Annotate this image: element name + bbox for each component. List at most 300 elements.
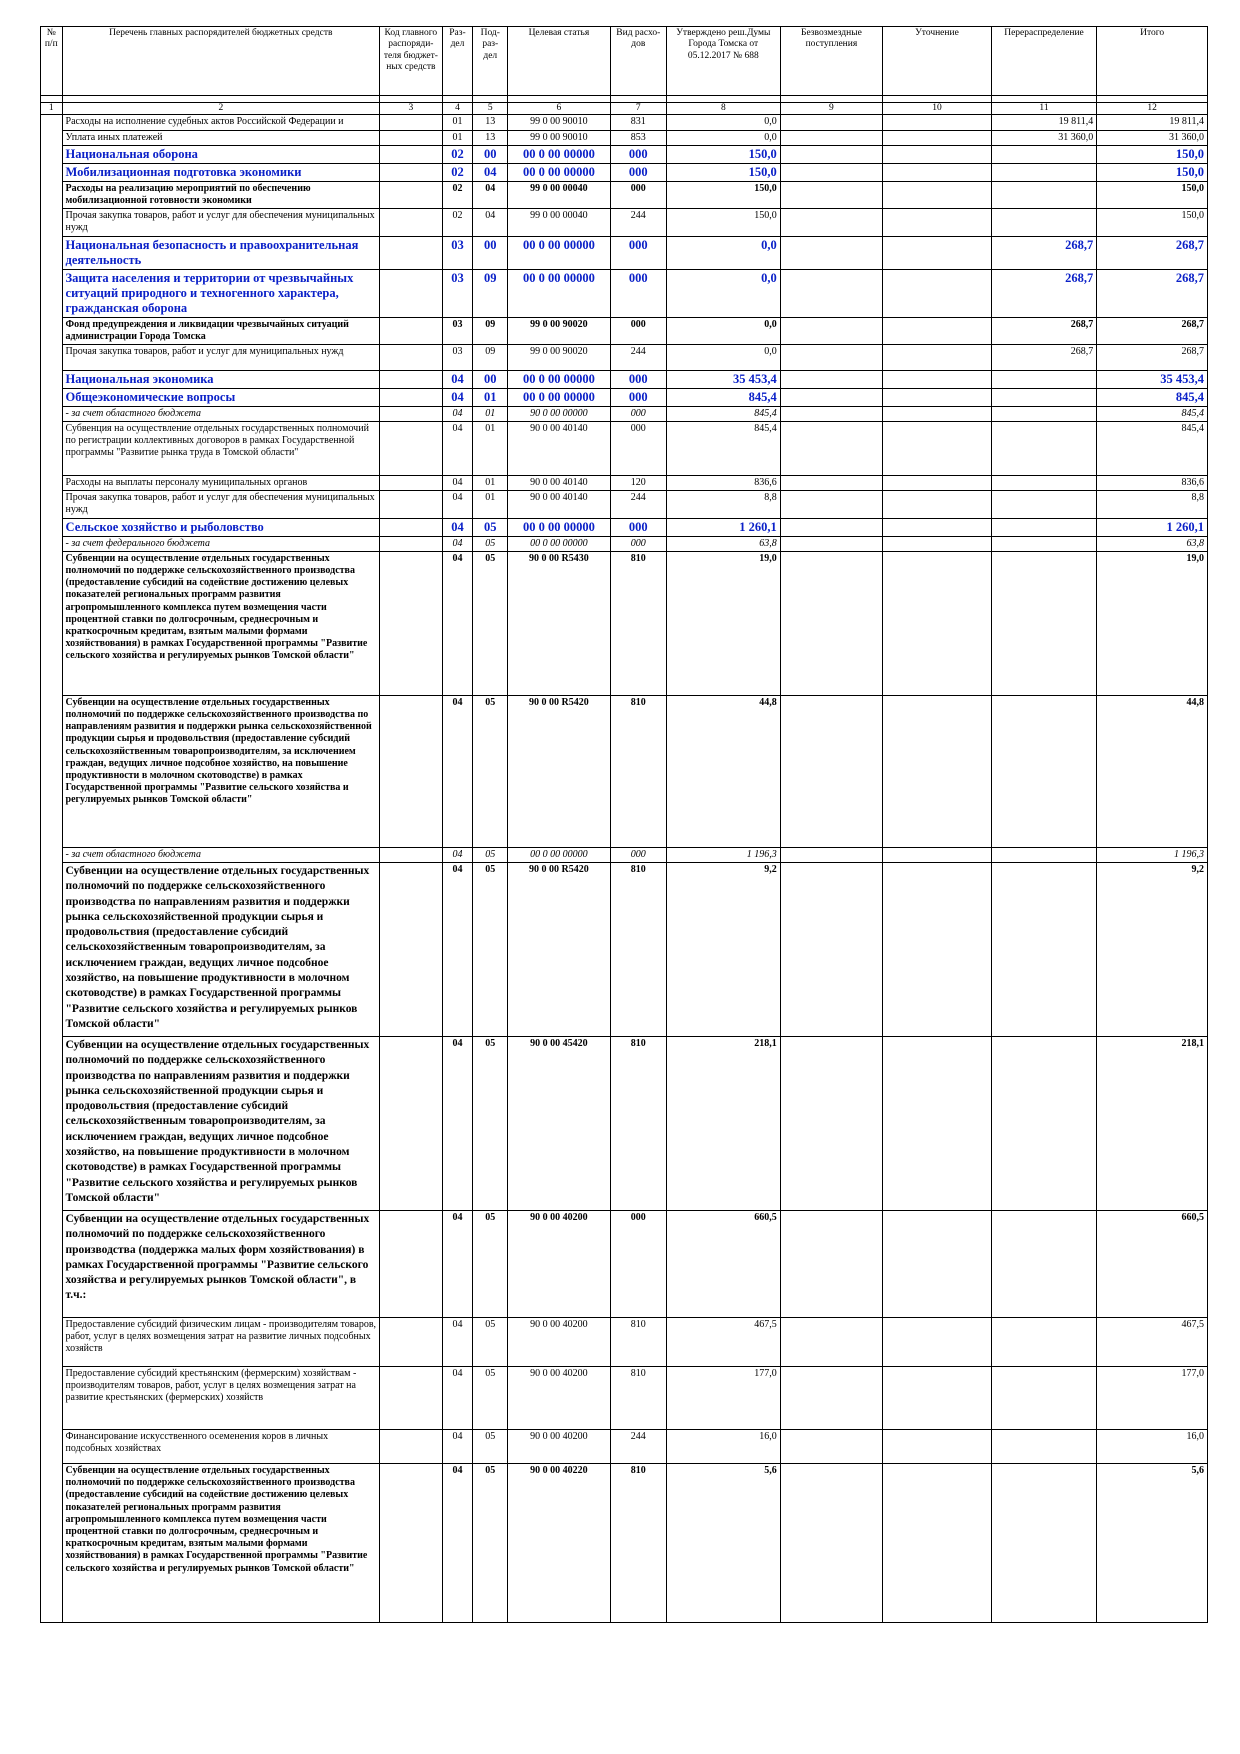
row-target-article: 90 0 00 40200 (508, 1430, 610, 1464)
row-podrazdel: 09 (473, 269, 508, 317)
row-target-article: 90 0 00 40200 (508, 1211, 610, 1318)
row-redistribution (991, 209, 1097, 236)
row-grants (780, 551, 882, 695)
row-grants (780, 536, 882, 551)
table-row (41, 145, 1208, 163)
row-code (380, 536, 442, 551)
table-row (41, 695, 1208, 847)
row-name: Субвенции на осуществление отдельных государственных полномочий по поддержке сельскохозяйственного производства по направлениям развития и поддержки рынка сельскохозяйственной продукции сырья и продовольствия (предоставление субсидий сельскохозяйственным товаропроизводителям, за исключением граждан, ведущих личное подсобное хозяйство, на повышение продуктивности в молочном скотоводстве) в рамках Государственной программы "Развитие сельского хозяйства и регулируемых рынков Томской области" (62, 863, 380, 1037)
row-redistribution (991, 695, 1097, 847)
row-code (380, 163, 442, 181)
row-clarification (883, 163, 992, 181)
row-index-cell (41, 163, 63, 181)
table-row (41, 406, 1208, 421)
row-clarification (883, 1367, 992, 1430)
row-clarification (883, 1037, 992, 1211)
row-code (380, 269, 442, 317)
row-grants (780, 236, 882, 269)
row-approved: 845,4 (666, 406, 780, 421)
row-approved: 177,0 (666, 1367, 780, 1430)
row-grants (780, 695, 882, 847)
row-razdel: 02 (442, 209, 473, 236)
row-podrazdel: 05 (473, 863, 508, 1037)
row-podrazdel: 05 (473, 1211, 508, 1318)
row-name: Субвенция на осуществление отдельных государственных полномочий по регистрации коллективных договоров в рамках Государственной программы "Развитие рынка труда в Томской области" (62, 422, 380, 476)
column-number: 4 (442, 103, 473, 115)
row-code (380, 1367, 442, 1430)
row-target-article: 90 0 00 40200 (508, 1367, 610, 1430)
row-clarification (883, 370, 992, 388)
row-razdel: 04 (442, 1318, 473, 1367)
row-index-cell (41, 145, 63, 163)
row-total: 1 196,3 (1097, 847, 1208, 862)
spacer-cell (610, 96, 666, 103)
row-approved: 845,4 (666, 422, 780, 476)
table-row (41, 317, 1208, 344)
row-index-cell (41, 130, 63, 145)
row-podrazdel: 01 (473, 476, 508, 491)
row-podrazdel: 04 (473, 163, 508, 181)
row-grants (780, 1318, 882, 1367)
spacer-cell (883, 96, 992, 103)
row-approved: 150,0 (666, 145, 780, 163)
table-row (41, 163, 1208, 181)
row-clarification (883, 1318, 992, 1367)
row-name: Субвенции на осуществление отдельных государственных полномочий по поддержке сельскохозяйственного производства по направлениям развития и поддержки рынка сельскохозяйственной продукции сырья и продовольствия (предоставление субсидий сельскохозяйственным товаропроизводителям, за исключением граждан, ведущих личное подсобное хозяйство, на повышение продуктивности в молочном скотоводстве) в рамках Государственной программы "Развитие сельского хозяйства и регулируемых рынков Томской области" (62, 1037, 380, 1211)
row-razdel: 04 (442, 1211, 473, 1318)
row-grants (780, 406, 882, 421)
row-razdel: 03 (442, 317, 473, 344)
row-total: 1 260,1 (1097, 518, 1208, 536)
table-row (41, 181, 1208, 208)
table-row (41, 518, 1208, 536)
row-name: Субвенции на осуществление отдельных государственных полномочий по поддержке сельскохозяйственного производства по направлениям развития и поддержки рынка сельскохозяйственной продукции сырья и продовольствия (предоставление субсидий сельскохозяйственным товаропроизводителям, за исключением граждан, ведущих личное подсобное хозяйство, на повышение продуктивности в молочном скотоводстве) в рамках Государственной программы "Развитие сельского хозяйства и регулируемых рынков Томской области" (62, 695, 380, 847)
row-clarification (883, 388, 992, 406)
row-approved: 63,8 (666, 536, 780, 551)
spacer-cell (380, 96, 442, 103)
table-row (41, 1367, 1208, 1430)
table-row (41, 422, 1208, 476)
row-grants (780, 1367, 882, 1430)
row-total: 16,0 (1097, 1430, 1208, 1464)
row-code (380, 370, 442, 388)
row-clarification (883, 115, 992, 130)
row-name: Расходы на реализацию мероприятий по обеспечению мобилизационной готовности экономики (62, 181, 380, 208)
row-redistribution: 31 360,0 (991, 130, 1097, 145)
row-target-article: 90 0 00 40200 (508, 1318, 610, 1367)
row-grants (780, 1430, 882, 1464)
row-code (380, 209, 442, 236)
row-grants (780, 130, 882, 145)
column-number: 8 (666, 103, 780, 115)
row-target-article: 90 0 00 40140 (508, 422, 610, 476)
row-code (380, 115, 442, 130)
row-expense-type: 810 (610, 551, 666, 695)
row-total: 19 811,4 (1097, 115, 1208, 130)
spacer-cell (666, 96, 780, 103)
row-redistribution (991, 1211, 1097, 1318)
table-header-row (41, 27, 1208, 96)
row-podrazdel: 04 (473, 209, 508, 236)
row-target-article: 99 0 00 90020 (508, 344, 610, 370)
row-podrazdel: 05 (473, 536, 508, 551)
column-number: 10 (883, 103, 992, 115)
row-razdel: 04 (442, 370, 473, 388)
row-podrazdel: 13 (473, 130, 508, 145)
row-target-article: 00 0 00 00000 (508, 847, 610, 862)
header-cell: Уточнение (883, 27, 992, 96)
row-name: Национальная экономика (62, 370, 380, 388)
row-grants (780, 1211, 882, 1318)
header-cell: № п/п (41, 27, 63, 96)
row-razdel: 02 (442, 163, 473, 181)
row-razdel: 04 (442, 518, 473, 536)
row-code (380, 491, 442, 518)
row-total: 63,8 (1097, 536, 1208, 551)
row-target-article: 90 0 00 R5430 (508, 551, 610, 695)
row-index-cell (41, 1367, 63, 1430)
row-total: 31 360,0 (1097, 130, 1208, 145)
row-total: 845,4 (1097, 406, 1208, 421)
row-razdel: 01 (442, 130, 473, 145)
row-podrazdel: 13 (473, 115, 508, 130)
row-name: Финансирование искусственного осеменения коров в личных подсобных хозяйствах (62, 1430, 380, 1464)
row-approved: 1 196,3 (666, 847, 780, 862)
row-clarification (883, 1430, 992, 1464)
row-clarification (883, 236, 992, 269)
table-row (41, 269, 1208, 317)
row-expense-type: 810 (610, 1367, 666, 1430)
row-code (380, 863, 442, 1037)
row-expense-type: 244 (610, 209, 666, 236)
row-razdel: 04 (442, 388, 473, 406)
row-approved: 467,5 (666, 1318, 780, 1367)
row-index-cell (41, 236, 63, 269)
table-row (41, 388, 1208, 406)
spacer-cell (41, 96, 63, 103)
row-razdel: 04 (442, 1367, 473, 1430)
row-total: 268,7 (1097, 317, 1208, 344)
row-approved: 836,6 (666, 476, 780, 491)
table-row (41, 1430, 1208, 1464)
row-clarification (883, 209, 992, 236)
row-code (380, 847, 442, 862)
row-redistribution: 268,7 (991, 317, 1097, 344)
row-grants (780, 163, 882, 181)
row-index-cell (41, 115, 63, 130)
row-index-cell (41, 317, 63, 344)
row-expense-type: 000 (610, 145, 666, 163)
row-name: Фонд предупреждения и ликвидации чрезвычайных ситуаций администрации Города Томска (62, 317, 380, 344)
header-cell: Безвозмездные поступления (780, 27, 882, 96)
row-total: 150,0 (1097, 145, 1208, 163)
column-number-row (41, 103, 1208, 115)
row-redistribution (991, 388, 1097, 406)
row-name: Субвенции на осуществление отдельных государственных полномочий по поддержке сельскохозяйственного производства (предоставление субсидий на содействие достижению целевых показателей региональных программ развития агропромышленного комплекса путем возмещения части процентной ставки по долгосрочным, среднесрочным и краткосрочным кредитам, взятым малыми формами хозяйствования) в рамках Государственной программы "Развитие сельского хозяйства и регулируемых рынков Томской области" (62, 1464, 380, 1623)
row-podrazdel: 05 (473, 1464, 508, 1623)
row-approved: 1 260,1 (666, 518, 780, 536)
row-expense-type: 810 (610, 1464, 666, 1623)
table-row (41, 236, 1208, 269)
table-row (41, 1464, 1208, 1623)
table-row (41, 491, 1208, 518)
row-redistribution (991, 145, 1097, 163)
row-code (380, 317, 442, 344)
row-expense-type: 000 (610, 370, 666, 388)
row-expense-type: 000 (610, 236, 666, 269)
row-redistribution (991, 1464, 1097, 1623)
row-redistribution (991, 370, 1097, 388)
row-podrazdel: 00 (473, 370, 508, 388)
header-cell: Утверждено реш.Думы Города Томска от 05.12.2017 № 688 (666, 27, 780, 96)
row-code (380, 130, 442, 145)
row-grants (780, 269, 882, 317)
row-grants (780, 863, 882, 1037)
row-podrazdel: 05 (473, 551, 508, 695)
row-name: Предоставление субсидий крестьянским (фермерским) хозяйствам - производителям товаров, работ, услуг в целях возмещения затрат на развитие крестьянских (фермерских) хозяйств (62, 1367, 380, 1430)
row-code (380, 518, 442, 536)
row-expense-type: 810 (610, 695, 666, 847)
spacer-cell (62, 96, 380, 103)
row-redistribution (991, 847, 1097, 862)
row-index-cell (41, 388, 63, 406)
row-name: Общеэкономические вопросы (62, 388, 380, 406)
column-number: 1 (41, 103, 63, 115)
row-target-article: 90 0 00 R5420 (508, 695, 610, 847)
row-index-cell (41, 422, 63, 476)
row-razdel: 04 (442, 536, 473, 551)
row-podrazdel: 00 (473, 236, 508, 269)
row-target-article: 00 0 00 00000 (508, 388, 610, 406)
column-number: 9 (780, 103, 882, 115)
row-target-article: 00 0 00 00000 (508, 145, 610, 163)
spacer-cell (508, 96, 610, 103)
row-approved: 0,0 (666, 344, 780, 370)
row-clarification (883, 1211, 992, 1318)
row-name: Предоставление субсидий физическим лицам - производителям товаров, работ, услуг в целях возмещения затрат на развитие личных подсобных хозяйств (62, 1318, 380, 1367)
row-index-cell (41, 551, 63, 695)
row-target-article: 99 0 00 90020 (508, 317, 610, 344)
row-expense-type: 810 (610, 1037, 666, 1211)
row-code (380, 181, 442, 208)
row-index-cell (41, 269, 63, 317)
row-index-cell (41, 695, 63, 847)
header-cell: Перечень главных распорядителей бюджетных средств (62, 27, 380, 96)
row-expense-type: 000 (610, 388, 666, 406)
row-podrazdel: 01 (473, 491, 508, 518)
row-target-article: 00 0 00 00000 (508, 518, 610, 536)
row-podrazdel: 05 (473, 847, 508, 862)
row-clarification (883, 406, 992, 421)
row-index-cell (41, 344, 63, 370)
row-clarification (883, 130, 992, 145)
row-clarification (883, 317, 992, 344)
row-clarification (883, 536, 992, 551)
header-cell: Код главного распоряди-теля бюджет-ных средств (380, 27, 442, 96)
row-code (380, 388, 442, 406)
row-approved: 16,0 (666, 1430, 780, 1464)
row-grants (780, 1464, 882, 1623)
header-cell: Под-раз-дел (473, 27, 508, 96)
row-razdel: 03 (442, 269, 473, 317)
row-podrazdel: 05 (473, 518, 508, 536)
row-grants (780, 491, 882, 518)
row-expense-type: 000 (610, 269, 666, 317)
row-index-cell (41, 1037, 63, 1211)
row-index-cell (41, 181, 63, 208)
row-approved: 0,0 (666, 236, 780, 269)
row-target-article: 90 0 00 R5420 (508, 863, 610, 1037)
row-grants (780, 518, 882, 536)
row-total: 150,0 (1097, 181, 1208, 208)
row-podrazdel: 09 (473, 344, 508, 370)
budget-table (40, 26, 1208, 1623)
row-approved: 8,8 (666, 491, 780, 518)
row-total: 218,1 (1097, 1037, 1208, 1211)
row-clarification (883, 518, 992, 536)
row-grants (780, 181, 882, 208)
column-number: 2 (62, 103, 380, 115)
table-body (41, 115, 1208, 1623)
row-total: 5,6 (1097, 1464, 1208, 1623)
row-redistribution (991, 491, 1097, 518)
row-approved: 0,0 (666, 269, 780, 317)
table-row (41, 370, 1208, 388)
row-index-cell (41, 518, 63, 536)
row-code (380, 1037, 442, 1211)
row-index-cell (41, 476, 63, 491)
row-approved: 0,0 (666, 115, 780, 130)
row-target-article: 99 0 00 90010 (508, 115, 610, 130)
spacer-cell (780, 96, 882, 103)
header-cell: Целевая статья (508, 27, 610, 96)
row-expense-type: 000 (610, 847, 666, 862)
row-target-article: 00 0 00 00000 (508, 269, 610, 317)
column-number: 12 (1097, 103, 1208, 115)
column-number: 3 (380, 103, 442, 115)
row-razdel: 04 (442, 847, 473, 862)
row-redistribution: 268,7 (991, 344, 1097, 370)
row-expense-type: 831 (610, 115, 666, 130)
spacer-cell (442, 96, 473, 103)
row-redistribution: 268,7 (991, 269, 1097, 317)
row-total: 268,7 (1097, 269, 1208, 317)
row-clarification (883, 863, 992, 1037)
row-total: 467,5 (1097, 1318, 1208, 1367)
row-redistribution (991, 1367, 1097, 1430)
row-approved: 660,5 (666, 1211, 780, 1318)
row-target-article: 99 0 00 90010 (508, 130, 610, 145)
row-total: 44,8 (1097, 695, 1208, 847)
row-name: Защита населения и территории от чрезвычайных ситуаций природного и техногенного характера, гражданская оборона (62, 269, 380, 317)
row-razdel: 02 (442, 181, 473, 208)
row-grants (780, 317, 882, 344)
row-name: Расходы на выплаты персоналу муниципальных органов (62, 476, 380, 491)
row-redistribution (991, 1430, 1097, 1464)
row-total: 177,0 (1097, 1367, 1208, 1430)
row-code (380, 344, 442, 370)
row-total: 660,5 (1097, 1211, 1208, 1318)
row-razdel: 04 (442, 1464, 473, 1623)
row-redistribution (991, 422, 1097, 476)
row-podrazdel: 00 (473, 145, 508, 163)
row-name: Прочая закупка товаров, работ и услуг для обеспечения муниципальных нужд (62, 209, 380, 236)
row-name: Сельское хозяйство и рыболовство (62, 518, 380, 536)
row-name: Национальная безопасность и правоохранительная деятельность (62, 236, 380, 269)
header-cell: Итого (1097, 27, 1208, 96)
row-code (380, 1318, 442, 1367)
row-code (380, 406, 442, 421)
row-clarification (883, 476, 992, 491)
row-podrazdel: 01 (473, 422, 508, 476)
header-spacer-row (41, 96, 1208, 103)
row-razdel: 04 (442, 406, 473, 421)
row-code (380, 1211, 442, 1318)
row-clarification (883, 695, 992, 847)
row-target-article: 99 0 00 00040 (508, 181, 610, 208)
row-total: 845,4 (1097, 388, 1208, 406)
column-number: 7 (610, 103, 666, 115)
row-code (380, 476, 442, 491)
row-approved: 35 453,4 (666, 370, 780, 388)
table-row (41, 863, 1208, 1037)
row-expense-type: 000 (610, 163, 666, 181)
row-name: - за счет федерального бюджета (62, 536, 380, 551)
table-row (41, 551, 1208, 695)
row-podrazdel: 05 (473, 1318, 508, 1367)
row-total: 35 453,4 (1097, 370, 1208, 388)
row-index-cell (41, 847, 63, 862)
row-total: 836,6 (1097, 476, 1208, 491)
column-number: 5 (473, 103, 508, 115)
row-index-cell (41, 536, 63, 551)
row-clarification (883, 181, 992, 208)
row-podrazdel: 05 (473, 695, 508, 847)
row-approved: 44,8 (666, 695, 780, 847)
row-expense-type: 000 (610, 422, 666, 476)
row-podrazdel: 01 (473, 388, 508, 406)
row-index-cell (41, 1318, 63, 1367)
row-redistribution (991, 551, 1097, 695)
row-podrazdel: 05 (473, 1367, 508, 1430)
spacer-cell (473, 96, 508, 103)
row-approved: 150,0 (666, 209, 780, 236)
spacer-cell (991, 96, 1097, 103)
row-code (380, 422, 442, 476)
row-razdel: 04 (442, 863, 473, 1037)
row-expense-type: 120 (610, 476, 666, 491)
table-row (41, 1211, 1208, 1318)
table-row (41, 115, 1208, 130)
row-grants (780, 847, 882, 862)
table-row (41, 476, 1208, 491)
row-grants (780, 476, 882, 491)
row-name: - за счет областного бюджета (62, 847, 380, 862)
row-index-cell (41, 370, 63, 388)
row-razdel: 04 (442, 491, 473, 518)
row-name: Национальная оборона (62, 145, 380, 163)
row-total: 268,7 (1097, 344, 1208, 370)
row-podrazdel: 04 (473, 181, 508, 208)
row-approved: 9,2 (666, 863, 780, 1037)
row-name: Прочая закупка товаров, работ и услуг для муниципальных нужд (62, 344, 380, 370)
row-name: - за счет областного бюджета (62, 406, 380, 421)
row-approved: 845,4 (666, 388, 780, 406)
row-name: Уплата иных платежей (62, 130, 380, 145)
row-approved: 150,0 (666, 181, 780, 208)
row-expense-type: 244 (610, 1430, 666, 1464)
row-approved: 19,0 (666, 551, 780, 695)
